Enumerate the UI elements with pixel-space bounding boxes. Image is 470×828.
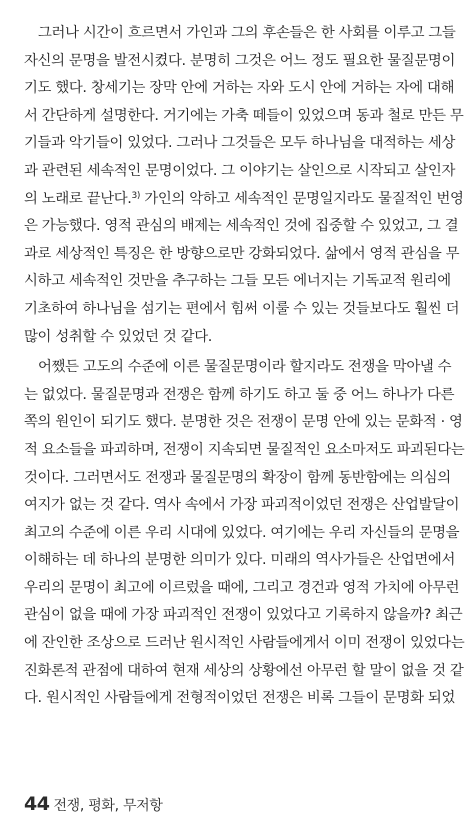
- text-line: 것이다. 그러면서도 전쟁과 물질문명의 확장이 함께 동반함에는 의심의: [24, 469, 451, 486]
- text-line: 은 가능했다. 영적 관심의 배제는 세속적인 것에 집중할 수 있었고, 그 결: [24, 218, 459, 235]
- page-footer: [24, 793, 163, 815]
- text-line: 자신의 문명을 발전시켰다. 분명히 그것은 어느 정도 필요한 물질문명이: [24, 52, 456, 69]
- text-line: 과로 세상적인 특징은 한 방향으로만 강화되었다. 삶에서 영적 관심을 무: [24, 245, 460, 262]
- text-line: 쪽의 원인이 되기도 했다. 분명한 것은 전쟁이 문명 안에 있는 문화적 · 영: [24, 414, 463, 431]
- text-line: 과 관련된 세속적인 문명이었다. 그 이야기는 살인으로 시작되고 살인자: [24, 162, 456, 179]
- body-text: [24, 20, 465, 713]
- text-line: 진화론적 관점에 대하여 현재 세상의 상황에선 아무런 할 말이 없을 것 같: [24, 662, 464, 679]
- running-title: 전쟁, 평화, 무저항: [53, 798, 163, 814]
- text-line: 어쨌든 고도의 수준에 이른 물질문명이라 할지라도 전쟁을 막아낼 수: [38, 359, 452, 376]
- text-line: 여지가 없는 것 같다. 역사 속에서 가장 파괴적이었던 전쟁은 산업발달이: [24, 497, 460, 514]
- text-line: 적 요소들을 파괴하며, 전쟁이 지속되면 물질적인 요소마저도 파괴된다는: [24, 441, 465, 458]
- line-text: 가인의 악하고 세속적인 문명일지라도 물질적인 번영: [140, 190, 464, 207]
- line-text: 의 노래로 끝난다.: [24, 190, 132, 207]
- page-number: 44: [24, 793, 50, 815]
- text-line: 많이 성취할 수 있었던 것 같다.: [24, 328, 212, 345]
- text-line: 기초하여 하나님을 섬기는 편에서 힘써 이룰 수 있는 것들보다도 훨씬 더: [24, 300, 460, 317]
- text-line: 최고의 수준에 이른 우리 시대에 있었다. 여기에는 우리 자신들의 문명을: [24, 524, 460, 541]
- text-line: 서 간단하게 설명한다. 거기에는 가축 떼들이 있었으며 동과 철로 만든 무: [24, 107, 464, 124]
- text-line: 다. 원시적인 사람들에게 전형적이었던 전쟁은 비록 그들이 문명화 되었: [24, 690, 456, 707]
- text-line: 기도 했다. 창세기는 장막 안에 거하는 자와 도시 안에 거하는 자에 대해: [24, 80, 455, 97]
- text-line: [24, 186, 464, 214]
- text-line: 시하고 세속적인 것만을 추구하는 그들 모든 에너지는 기독교적 원리에: [24, 273, 451, 290]
- text-line: 는 없었다. 물질문명과 전쟁은 함께 하기도 하고 둘 중 어느 하나가 다른: [24, 386, 455, 403]
- footnote-marker: 3): [131, 190, 141, 201]
- paragraph-1: [24, 20, 464, 351]
- paragraph-2: [24, 354, 465, 713]
- text-line: 우리의 문명이 최고에 이르렀을 때에, 그리고 경건과 영적 가치에 아무런: [24, 579, 460, 596]
- text-line: 그러나 시간이 흐르면서 가인과 그의 후손들은 한 사회를 이루고 그들: [38, 25, 456, 41]
- text-line: 이해하는 데 하나의 분명한 의미가 있다. 미래의 역사가들은 산업면에서: [24, 552, 456, 569]
- text-line: 기들과 악기들이 있었다. 그러나 그것들은 모두 하나님을 대적하는 세상: [24, 135, 456, 152]
- text-line: 에 잔인한 조상으로 드러난 원시적인 사람들에게서 이미 전쟁이 있었다는: [24, 635, 465, 652]
- text-line: 관심이 없을 때에 가장 파괴적인 전쟁이 있었다고 기록하지 않을까? 최근: [24, 607, 463, 624]
